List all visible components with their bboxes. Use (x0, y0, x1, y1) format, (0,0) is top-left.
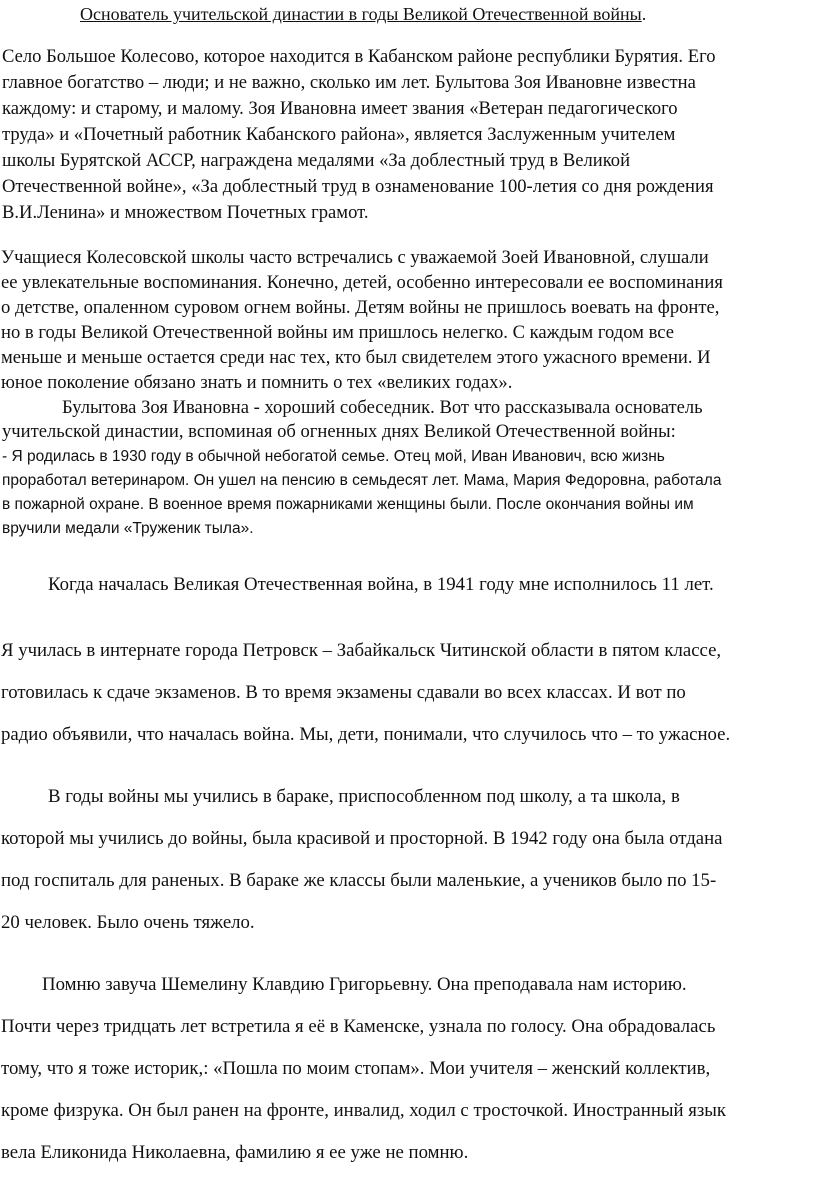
paragraph-3-line: Булытова Зоя Ивановна - хороший собеседник. Вот что рассказывала основатель (62, 397, 703, 418)
paragraph-2-line: ее увлекательные воспоминания. Конечно, детей, особенно интересовали ее воспоминания (1, 272, 723, 293)
paragraph-8-line: кроме физрука. Он был ранен на фронте, инвалид, ходил с тросточкой. Иностранный язык (1, 1100, 727, 1121)
paragraph-1-line: главное богатство – люди; и не важно, сколько им лет. Булытова Зоя Ивановне известна (2, 72, 696, 93)
paragraph-7-line: В годы войны мы учились в бараке, приспособленном под школу, а та школа, в (48, 786, 680, 807)
paragraph-5: Когда началась Великая Отечественная война, в 1941 году мне исполнилось 11 лет. (48, 574, 714, 595)
paragraph-6-line: радио объявили, что началась война. Мы, дети, понимали, что случилось что – то ужасное. (1, 724, 731, 745)
paragraph-1-line: труда» и «Почетный работник Кабанского района», является Заслуженным учителем (2, 124, 676, 145)
title-period: . (641, 4, 647, 24)
paragraph-2-line: юное поколение обязано знать и помнить о тех «великих годах». (1, 372, 513, 393)
paragraph-6-line: готовилась к сдаче экзаменов. В то время экзамены сдавали во всех классах. И вот по (1, 682, 686, 703)
paragraph-8-line: тому, что я тоже историк,: «Пошла по моим стопам». Мои учителя – женский коллектив, (1, 1058, 711, 1079)
paragraph-1-line: школы Бурятской АССР, награждена медалями «За доблестный труд в Великой (2, 150, 631, 171)
paragraph-1-line: Отечественной войне», «За доблестный труд в ознаменование 100-летия со дня рождения (2, 176, 714, 197)
paragraph-8-line: Почти через тридцать лет встретила я её в Каменске, узнала по голосу. Она обрадовалась (1, 1016, 716, 1037)
paragraph-4-line: вручили медали «Труженик тыла». (2, 520, 254, 537)
paragraph-1-line: В.И.Ленина» и множеством Почетных грамот. (2, 202, 369, 223)
paragraph-8-line: вела Еликонида Николаевна, фамилию я ее уже не помню. (1, 1142, 469, 1163)
paragraph-2-line: меньше и меньше остается среди нас тех, кто был свидетелем этого ужасного времени. И (1, 347, 711, 368)
paragraph-7-line: которой мы учились до войны, была красивой и просторной. В 1942 году она была отдана (1, 828, 723, 849)
paragraph-2-line: о детстве, опаленном суровом огнем войны. Детям войны не пришлось воевать на фронте, (1, 297, 720, 318)
paragraph-4-line: проработал ветеринаром. Он ушел на пенсию в семьдесят лет. Мама, Мария Федоровна, работала (2, 472, 722, 489)
paragraph-8-line: Помню завуча Шемелину Клавдию Григорьевну. Она преподавала нам историю. (42, 974, 687, 995)
paragraph-7-line: 20 человек. Было очень тяжело. (1, 912, 255, 933)
document-title (80, 4, 646, 25)
paragraph-1-line: Село Большое Колесово, которое находится в Кабанском районе республики Бурятия. Его (2, 46, 716, 67)
paragraph-2-line: но в годы Великой Отечественной войны им пришлось нелегко. С каждым годом все (1, 322, 674, 343)
paragraph-1-line: каждому: и старому, и малому. Зоя Ивановна имеет звания «Ветеран педагогического (2, 98, 678, 119)
paragraph-4-line: в пожарной охране. В военное время пожарниками женщины были. После окончания войны им (2, 496, 694, 513)
title-text: Основатель учительской династии в годы Великой Отечественной войны (80, 4, 642, 24)
paragraph-7-line: под госпиталь для раненых. В бараке же классы были маленькие, а учеников было по 15- (1, 870, 717, 891)
paragraph-6-line: Я училась в интернате города Петровск – Забайкальск Читинской области в пятом классе, (1, 640, 722, 661)
paragraph-2-line: Учащиеся Колесовской школы часто встречались с уважаемой Зоей Ивановной, слушали (1, 247, 709, 268)
paragraph-3-line: учительской династии, вспоминая об огненных днях Великой Отечественной войны: (2, 421, 676, 442)
paragraph-4-line: - Я родилась в 1930 году в обычной небогатой семье. Отец мой, Иван Иванович, всю жизнь (2, 448, 665, 465)
